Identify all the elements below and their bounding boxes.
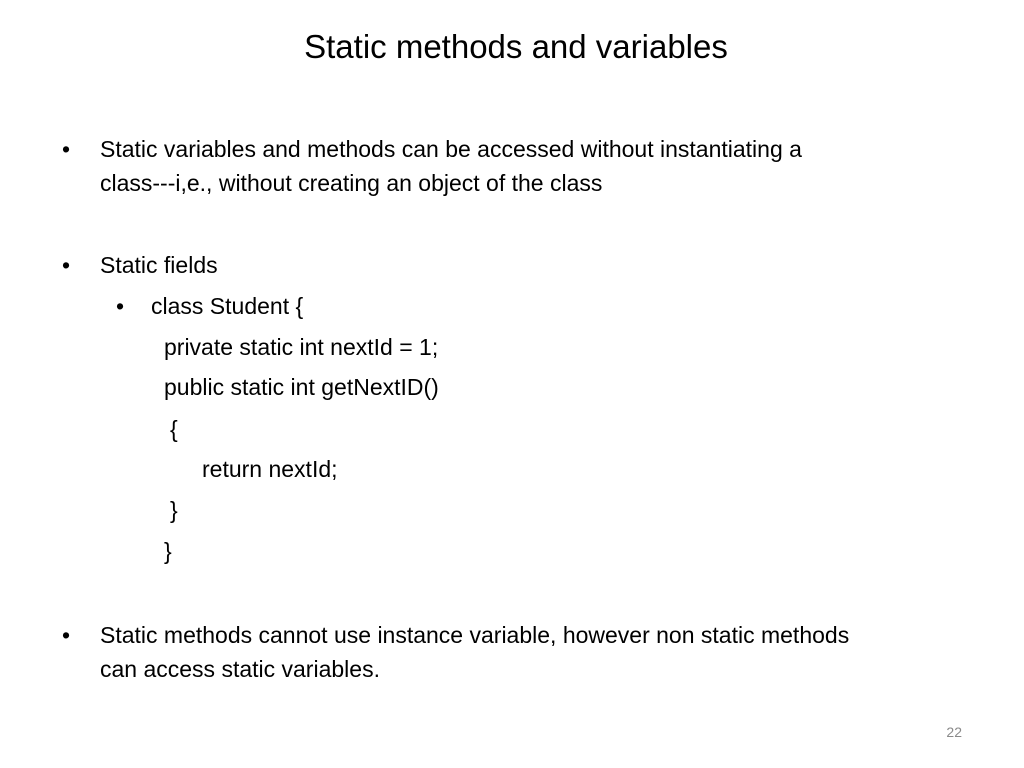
code-line: { — [170, 416, 178, 442]
bullet-3-line-2: can access static variables. — [100, 656, 380, 682]
sub-bullet-text: class Student { — [151, 293, 304, 319]
page-number: 22 — [946, 724, 962, 740]
code-line: return nextId; — [202, 456, 338, 482]
bullet-marker: • — [62, 622, 71, 648]
slide-title: Static methods and variables — [304, 28, 728, 65]
bullet-1-line-1: Static variables and methods can be accessed without instantiating a — [100, 136, 802, 162]
bullet-3-line-1: Static methods cannot use instance variable, however non static methods — [100, 622, 850, 648]
bullet-1-line-2: class---i,e., without creating an object of the class — [100, 170, 603, 196]
code-line: public static int getNextID() — [164, 374, 439, 400]
bullet-marker: • — [62, 252, 71, 278]
sub-bullet-marker: • — [116, 293, 125, 319]
code-line: } — [164, 538, 172, 564]
code-line: } — [170, 497, 178, 523]
code-line: private static int nextId = 1; — [164, 334, 439, 360]
bullet-2-text: Static fields — [100, 252, 218, 278]
bullet-marker: • — [62, 136, 71, 162]
